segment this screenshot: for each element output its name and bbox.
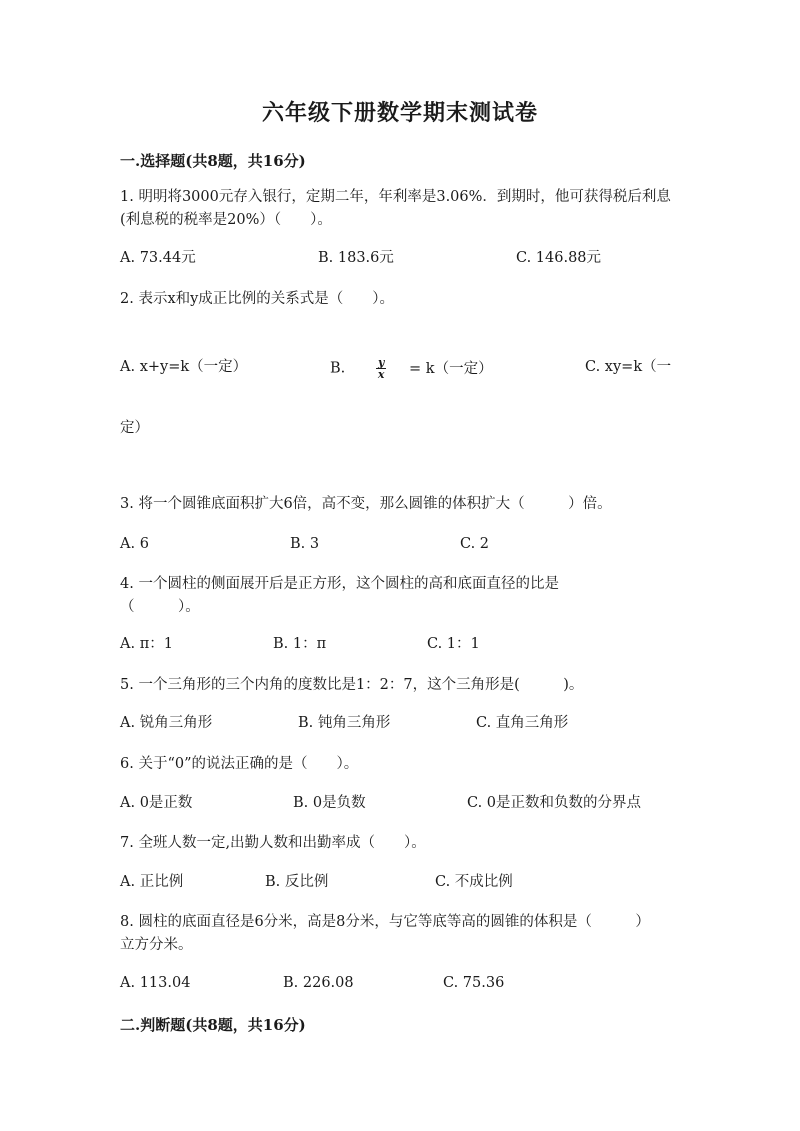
q5-option-c[interactable]: C. 直角三角形 [476, 715, 569, 731]
q7-option-b[interactable]: B. 反比例 [265, 874, 329, 890]
q4-option-c[interactable]: C. 1：1 [427, 636, 480, 652]
q2-option-b-label: B. [330, 360, 346, 377]
fraction-denominator: x [377, 368, 385, 381]
section-heading-choice: 一.选择题(共8题，共16分) [120, 152, 306, 170]
q8-option-a[interactable]: A. 113.04 [120, 975, 191, 991]
q5-option-b[interactable]: B. 钝角三角形 [298, 715, 391, 731]
question-3: 3. 将一个圆锥底面积扩大6倍，高不变，那么圆锥的体积扩大（ ）倍。 [120, 496, 612, 512]
question-5: 5. 一个三角形的三个内角的度数比是1：2：7，这个三角形是( )。 [120, 677, 584, 693]
q3-option-c[interactable]: C. 2 [460, 536, 490, 552]
q3-option-b[interactable]: B. 3 [290, 536, 320, 552]
q4-option-b[interactable]: B. 1：π [273, 636, 327, 652]
question-1: 1. 明明将3000元存入银行，定期二年，年利率是3.06%．到期时，他可获得税后利息(利息税的税率是20%）（ ）。 [120, 189, 671, 228]
q1-option-a[interactable]: A. 73.44元 [120, 250, 196, 266]
question-6: 6. 关于“0”的说法正确的是（ ）。 [120, 756, 359, 772]
q8-option-b[interactable]: B. 226.08 [283, 975, 354, 991]
question-4: 4. 一个圆柱的侧面展开后是正方形，这个圆柱的高和底面直径的比是（ ）。 [120, 576, 559, 615]
q1-option-b[interactable]: B. 183.6元 [318, 250, 394, 266]
question-2: 2. 表示x和y成正比例的关系式是（ ）。 [120, 291, 395, 307]
q7-option-a[interactable]: A. 正比例 [120, 874, 184, 890]
q7-option-c[interactable]: C. 不成比例 [435, 874, 513, 890]
q6-option-a[interactable]: A. 0是正数 [120, 795, 193, 811]
q4-option-a[interactable]: A. π：1 [120, 636, 173, 652]
section-heading-judgement: 二.判断题(共8题，共16分) [120, 1016, 306, 1034]
q8-option-c[interactable]: C. 75.36 [443, 975, 505, 991]
q2-fraction [376, 357, 387, 380]
q2-option-b[interactable] [330, 357, 493, 380]
page-title: 六年级下册数学期末测试卷 [261, 100, 538, 126]
q6-option-b[interactable]: B. 0是负数 [293, 795, 366, 811]
q5-option-a[interactable]: A. 锐角三角形 [120, 715, 213, 731]
fraction-numerator: y [377, 356, 385, 369]
q2-option-c-wrap: 定） [120, 420, 149, 436]
q2-option-c[interactable]: C. xy=k（一 [585, 359, 672, 375]
q2-option-b-expression: = k（一定） [409, 360, 493, 377]
q3-option-a[interactable]: A. 6 [120, 536, 149, 552]
q1-option-c[interactable]: C. 146.88元 [516, 250, 602, 266]
q6-option-c[interactable]: C. 0是正数和负数的分界点 [467, 795, 642, 811]
question-7: 7. 全班人数一定,出勤人数和出勤率成（ ）。 [120, 835, 426, 851]
q2-option-a[interactable]: A. x+y=k（一定） [120, 359, 248, 375]
question-8: 8. 圆柱的底面直径是6分米，高是8分米，与它等底等高的圆锥的体积是（ ）立方分米。 [120, 914, 650, 953]
